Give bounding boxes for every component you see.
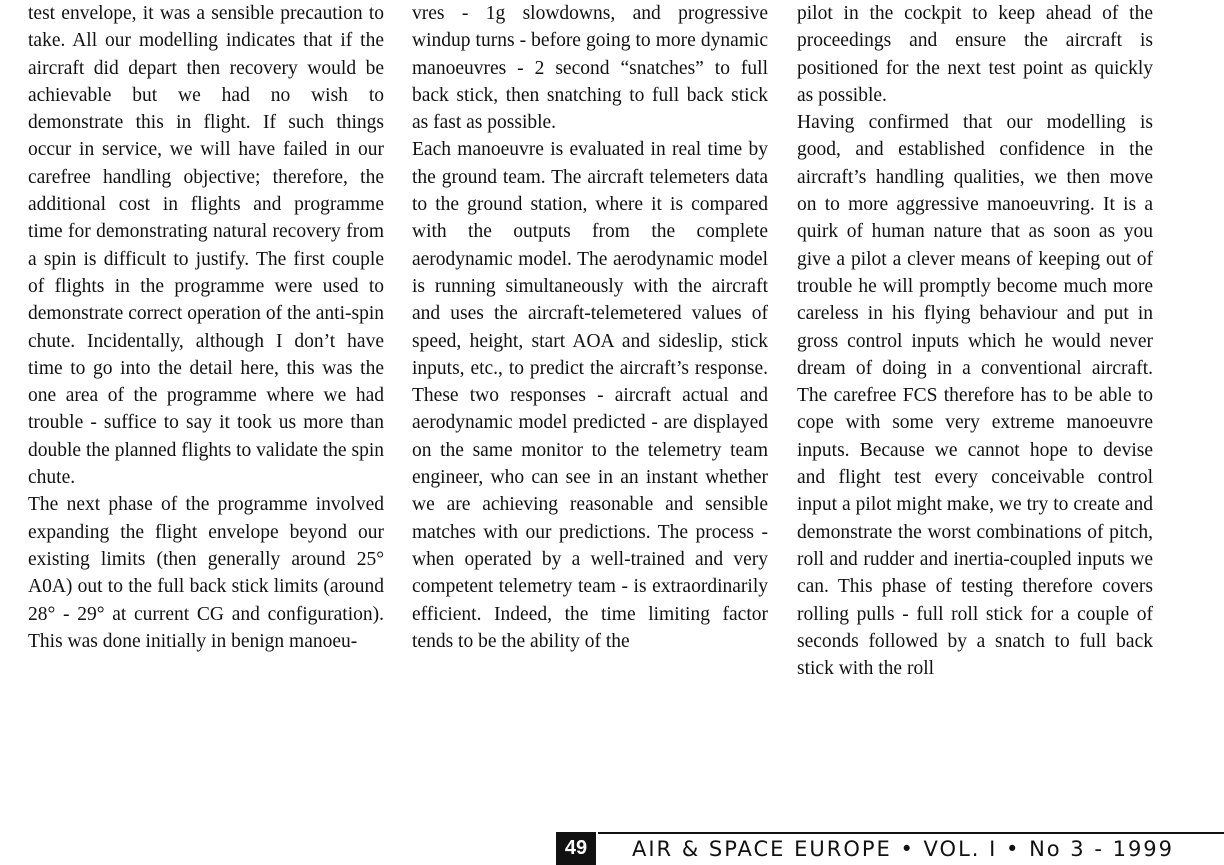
paragraph: pilot in the cockpit to keep ahead of the proceedings and ensure the aircraft is positioned for the next test point as quickly as possible. [797, 3, 1153, 106]
text-column-2 [412, 0, 768, 655]
text-column-3 [797, 0, 1153, 682]
paragraph: vres - 1g slowdowns, and progressive windup turns - before going to more dynamic manoeuvres - 2 second “snatches” to full back stick, then snatching to full back stick as fast as possible. [412, 3, 768, 134]
journal-citation: AIR & SPACE EUROPE • VOL. I • No 3 - 1999 [632, 837, 1175, 861]
page-footer [556, 832, 1224, 865]
paragraph: Each manoeuvre is evaluated in real time by the ground team. The aircraft telemeters data to the ground station, where it is compared with the outputs from the complete aerodynamic model. The aerodynamic model is running simultaneously with the aircraft and uses the aircraft-telemetered values of speed, height, start AOA and sideslip, stick inputs, etc., to predict the aircraft’s response. These two responses - aircraft actual and aerodynamic model predicted - are displayed on the same monitor to the telemetry team engineer, who can see in an instant whether we are achieving reasonable and sensible matches with our predictions. The process - when operated by a well-trained and very competent telemetry team - is extraordinarily efficient. Indeed, the time limiting factor tends to be the ability of the [412, 139, 768, 652]
text-column-1 [28, 0, 384, 655]
paragraph: The next phase of the programme involved expanding the flight envelope beyond our existing limits (then generally around 25° A0A) out to the full back stick limits (around 28° - 29° at current CG and configuration). This was done initially in benign manoeu- [28, 494, 384, 652]
page-number: 49 [556, 832, 596, 865]
paragraph: Having confirmed that our modelling is good, and established confidence in the aircraft’s handling qualities, we then move on to more aggressive manoeuvring. It is a quirk of human nature that as soon as you give a pilot a clever means of keeping out of trouble he will promptly become much more careless in his flying behaviour and put in gross control inputs which he would never dream of doing in a conventional aircraft. The carefree FCS therefore has to be able to cope with some very extreme manoeuvre inputs. Because we cannot hope to devise and flight test every conceivable control input a pilot might make, we try to create and demonstrate the worst combinations of pitch, roll and rudder and inertia-coupled inputs we can. This phase of testing therefore covers rolling pulls - full roll stick for a couple of seconds followed by a snatch to full back stick with the roll [797, 112, 1153, 680]
paragraph: test envelope, it was a sensible precaution to take. All our modelling indicates that if the aircraft did depart then recovery would be achievable but we had no wish to demonstrate this in flight. If such things occur in service, we will have failed in our carefree handling objective; therefore, the additional cost in flights and programme time for demonstrating natural recovery from a spin is difficult to justify. The first couple of flights in the programme were used to demonstrate correct operation of the anti-spin chute. Incidentally, although I don’t have time to go into the detail here, this was the one area of the programme where we had trouble - suffice to say it took us more than double the planned flights to validate the spin chute. [28, 3, 384, 489]
